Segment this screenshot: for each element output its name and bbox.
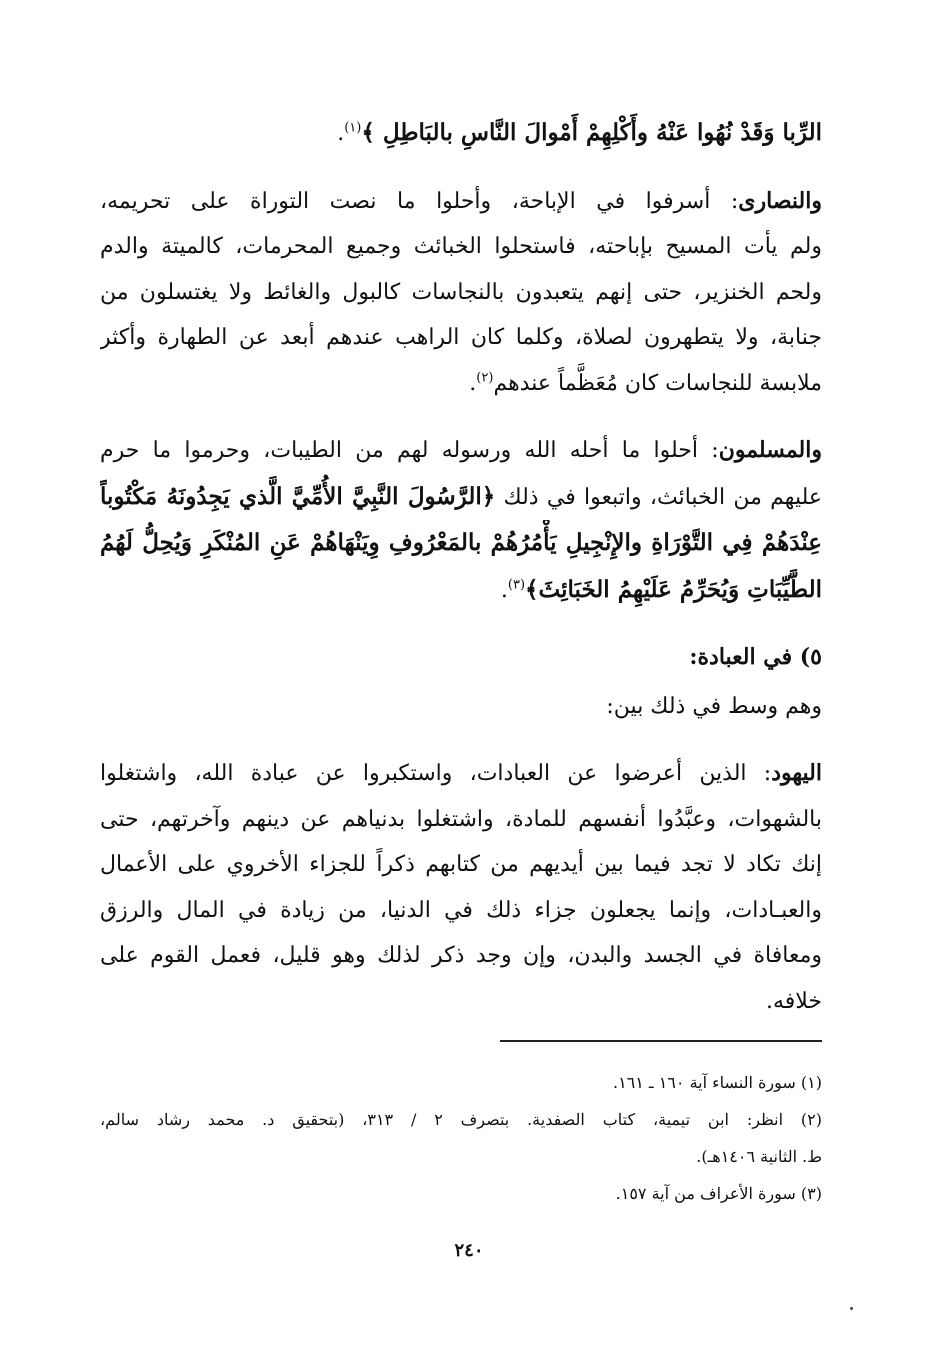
paragraph-lead: والنصارى (738, 187, 822, 214)
footnote-ref: (١) (344, 120, 362, 136)
yahud-paragraph (100, 751, 822, 1024)
footnote-separator (500, 1040, 822, 1042)
paragraph-line: والعبـادات، وإنما يجعلون جزاء ذلك في الدنيا، من زيادة في المال والرزق (100, 897, 822, 923)
paragraph-line: والنصارى: أسرفوا في الإباحة، وأحلوا ما نصت التوراة على تحريمه، (100, 187, 822, 214)
paragraph-line: خلافه. (765, 988, 822, 1014)
section-heading: ٥) في العبادة: (689, 644, 822, 670)
paragraph-lead: اليهود (771, 760, 822, 786)
quran-quote: ﴿الرَّسُولَ النَّبِيَّ الأُمِّيَّ الَّذي يَجِدُونَهُ مَكْتُوباً (100, 482, 496, 510)
footnote-item: (١) سورة النساء آية ١٦٠ ـ ١٦١. (612, 1073, 822, 1092)
footnote-item: ط. الثانية ١٤٠٦هـ). (696, 1147, 822, 1166)
main-text (100, 110, 822, 1046)
quran-quote: عِنْدَهُمْ فِي التَّوْرَاةِ والإِنْجِيلِ يَأْمُرُهُمْ بالمَعْرُوفِ وِيَنْهَاهُمْ عَنِ المُنْكَرِ وَيُحِلُّ لَهُمُ (100, 529, 822, 556)
paragraph-line: جنابة، ولا يتطهرون لصلاة، وكلما كان الراهب عندهم أبعد عن الطهارة وأكثر (100, 325, 822, 350)
paragraph-line: ومعافاة في الجسد والبدن، وإن وجد ذكر لذلك وهو قليل، فعمل القوم على (100, 943, 822, 968)
footnote-item: (٣) سورة الأعراف من آية ١٥٧. (615, 1184, 822, 1203)
quran-quote: الطَّيِّبَاتِ وَيُحَرِّمُ عَلَيْهِمُ الخَبَائِثَ﴾ (525, 575, 822, 603)
paragraph-lead: والمسلمون (718, 437, 822, 463)
paragraph-line: الطَّيِّبَاتِ وَيُحَرِّمُ عَلَيْهِمُ الخَبَائِثَ﴾$^{(٣)}$. (500, 575, 822, 603)
quran-quote: الرِّبا وَقَدْ نُهُوا عَنْهُ وأَكْلِهِمْ أَمْوالَ النَّاسِ بالبَاطِلِ ﴾ (361, 119, 822, 146)
section-intro: وهم وسط في ذلك بين: (606, 694, 822, 719)
footnotes (100, 1064, 822, 1212)
intro-line: الرِّبا وَقَدْ نُهُوا عَنْهُ وأَكْلِهِمْ أَمْوالَ النَّاسِ بالبَاطِلِ ﴾$^{(١)}$. (337, 119, 822, 146)
paragraph-line: والمسلمون: أحلوا ما أحله الله ورسوله لهم من الطيبات، وحرموا ما حرم (100, 437, 822, 463)
paragraph-line: ولحم الخنزير، حتى إنهم يتعبدون بالنجاسات كالبول والغائط ولا يغتسلون من (100, 279, 822, 305)
nasara-paragraph (100, 179, 822, 407)
footnote-ref: (٣) (507, 577, 526, 593)
footnote-ref: (٢) (476, 370, 494, 386)
paragraph-line: عليهم من الخبائث، واتبعوا في ذلك ﴿الرَّسُولَ النَّبِيَّ الأُمِّيَّ الَّذي يَجِدُونَهُ مَكْتُوباً (100, 482, 822, 510)
muslimun-paragraph (100, 428, 822, 613)
intro-paragraph (100, 110, 822, 157)
paragraph-line: بالشهوات، وعبَّدُوا أنفسهم للمادة، واشتغلوا بدنياهم عن دينهم وآخرتهم، حتى (100, 806, 822, 832)
page-number: ٢٤٠ (454, 1240, 484, 1261)
paragraph-line: ملابسة للنجاسات كان مُعَظَّماً عندهم$^{(٢)}$. (469, 370, 822, 396)
paragraph-line: اليهود: الذين أعرضوا عن العبادات، واستكبروا عن عبادة الله، واشتغلوا (100, 760, 822, 786)
paragraph-line: إنك تكاد لا تجد فيما بين أيديهم من كتابهم ذكراً للجزاء الأخروي على الأعمال (100, 852, 822, 877)
footnote-item: (٢) انظر: ابن تيمية، كتاب الصفدية. بتصرف ٢ / ٣١٣، (بتحقيق د. محمد رشاد سالم، (100, 1110, 822, 1129)
paragraph-line: ولم يأت المسيح بإباحته، فاستحلوا الخبائث وجميع المحرمات، كالميتة والدم (100, 234, 822, 259)
scan-speck (850, 1307, 853, 1310)
paragraph-line (100, 520, 822, 567)
